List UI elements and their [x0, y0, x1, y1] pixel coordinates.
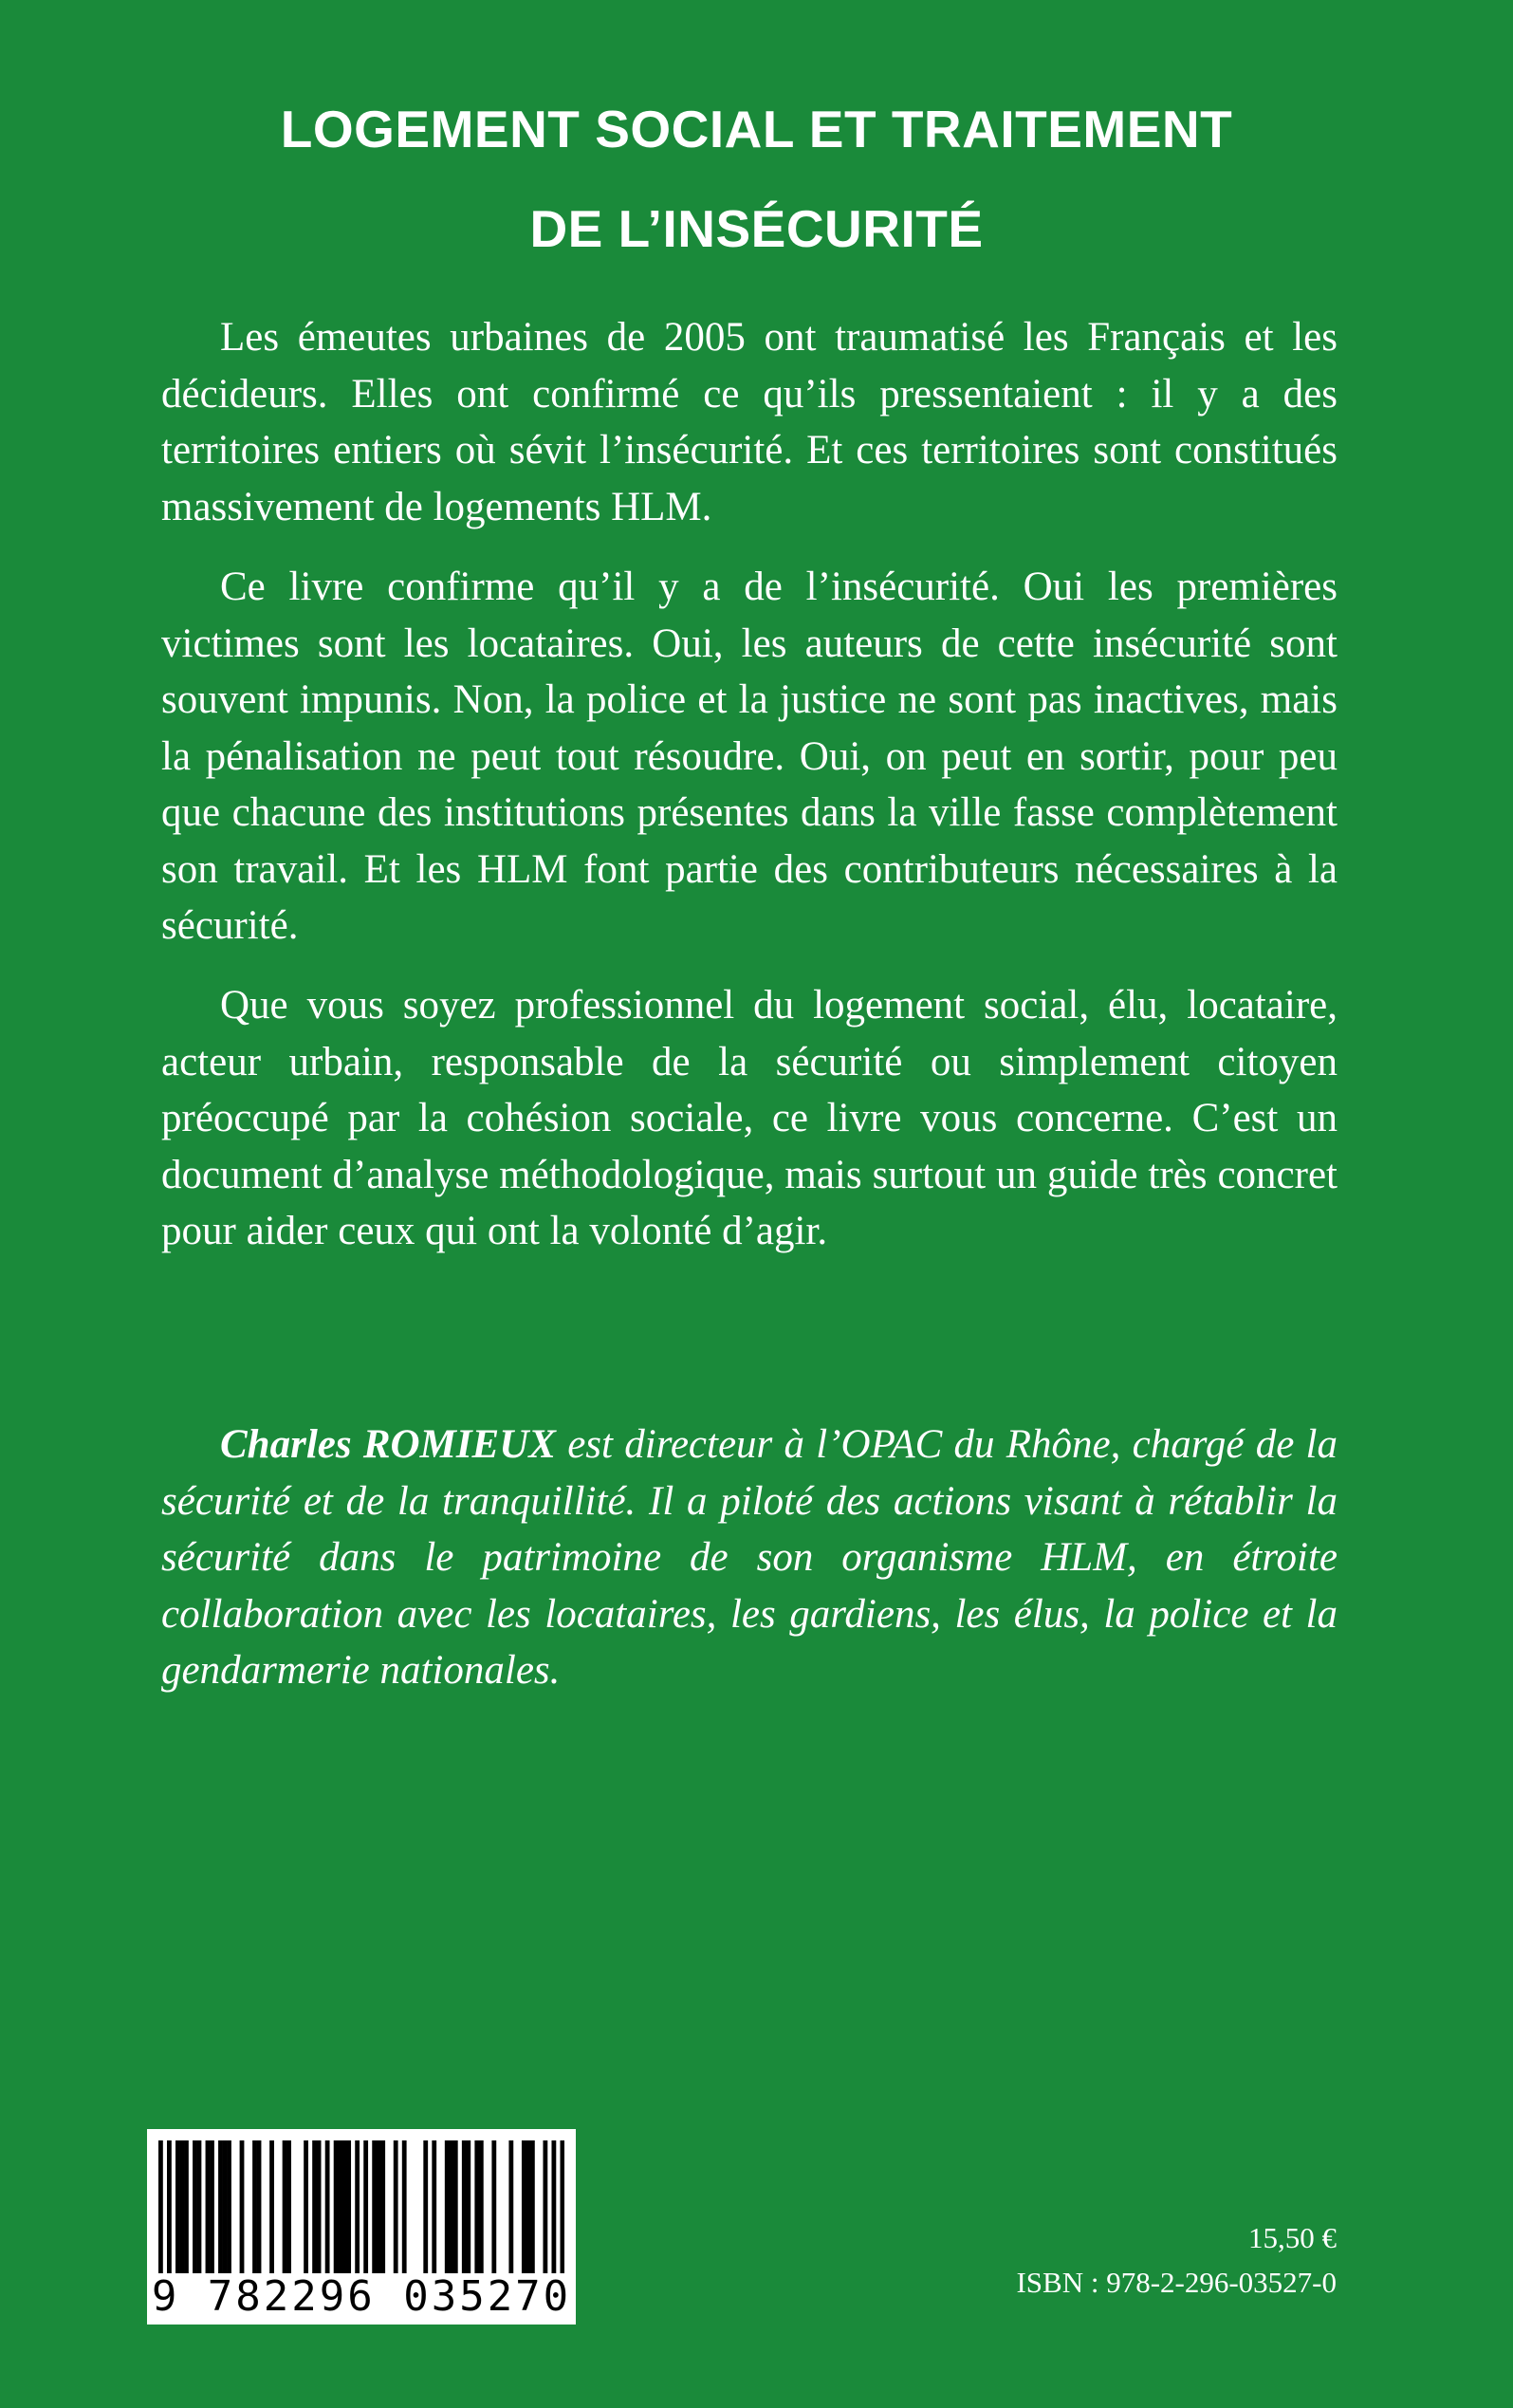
title-line-1: LOGEMENT SOCIAL ET TRAITEMENT — [280, 100, 1233, 158]
barcode-bar — [304, 2140, 308, 2273]
barcode-bar — [180, 2140, 185, 2273]
barcode-bar — [466, 2140, 471, 2273]
barcode-bar — [423, 2140, 428, 2273]
barcode-bar — [218, 2140, 223, 2273]
barcode-bar — [334, 2140, 339, 2273]
barcode-bar — [355, 2140, 360, 2273]
barcode-bar — [526, 2140, 530, 2273]
barcode-bar — [346, 2140, 351, 2273]
barcode-bar — [543, 2140, 547, 2273]
barcode-bar — [453, 2140, 458, 2273]
barcode-bar — [252, 2140, 257, 2273]
barcode-bar — [479, 2140, 484, 2273]
barcode-bar — [551, 2140, 556, 2273]
barcode-bar — [560, 2140, 564, 2273]
barcode-bar — [508, 2140, 513, 2273]
barcode-bar — [445, 2140, 450, 2273]
barcode-bar — [338, 2140, 342, 2273]
barcode-bar — [167, 2140, 172, 2273]
title-line-2: DE L’INSÉCURITÉ — [529, 199, 984, 258]
author-bio — [161, 1417, 1338, 1699]
barcode-bar — [380, 2140, 385, 2273]
barcode-bar — [312, 2140, 317, 2273]
barcode-bar — [197, 2140, 202, 2273]
barcode-bar — [522, 2140, 526, 2273]
barcode-bar — [227, 2140, 231, 2273]
barcode-bar — [491, 2140, 496, 2273]
author-bio-text: est directeur à l’OPAC du Rhône, chargé de la sécurité et de la tranquillité. Il a piloté des actions visant à rétablir la sécurité dans le patrimoine de son organisme HLM, en étroite collaboration avec les locataires, les gardiens, les élus, la police et la gendarmerie nationales. — [161, 1422, 1338, 1693]
barcode-bar — [377, 2140, 381, 2273]
barcode-bar — [363, 2140, 368, 2273]
barcode-bar — [286, 2140, 291, 2273]
author-name: Charles ROMIEUX — [220, 1422, 556, 1467]
barcode-bar — [325, 2140, 330, 2273]
barcode-bar — [257, 2140, 262, 2273]
barcode-bars — [158, 2140, 564, 2273]
paragraph-3: Que vous soyez professionnel du logement social, élu, locataire, acteur urbain, responsable de la sécurité ou simplement citoyen préoccupé par la cohésion sociale, ce livre vous concerne. C’est un document d’analyse méthodologique, mais surtout un guide très concret pour aider ceux qui ont la volonté d’agir. — [161, 983, 1338, 1253]
paragraph-1: Les émeutes urbaines de 2005 ont traumatisé les Français et les décideurs. Elles ont confirmé ce qu’ils pressentaient : il y a des territoires entiers où sévit l’insécurité. Et ces territoires sont constitués massivement de logements HLM. — [161, 315, 1338, 529]
barcode-bar — [269, 2140, 274, 2273]
barcode — [147, 2129, 576, 2325]
price: 15,50 € — [1248, 2221, 1337, 2254]
barcode-bar — [462, 2140, 467, 2273]
barcode-bar — [432, 2140, 436, 2273]
barcode-bar — [193, 2140, 197, 2273]
barcode-bar — [175, 2140, 180, 2273]
isbn: ISBN : 978-2-296-03527-0 — [1016, 2266, 1337, 2299]
barcode-bar — [372, 2140, 377, 2273]
barcode-bar — [342, 2140, 347, 2273]
barcode-bar — [210, 2140, 214, 2273]
barcode-bar — [530, 2140, 535, 2273]
barcode-bar — [240, 2140, 245, 2273]
barcode-bar — [317, 2140, 322, 2273]
barcode-bar — [394, 2140, 398, 2273]
paragraph-2: Ce livre confirme qu’il y a de l’insécurité. Oui les premières victimes sont les locataires. Oui, les auteurs de cette insécurité sont souvent impunis. Non, la police et la justice ne sont pas inactives, mais la pénalisation ne peut tout résoudre. Oui, on peut en sortir, pour peu que chacune des institutions présentes dans la ville fasse complètement son travail. Et les HLM font partie des contributeurs nécessaires à la sécurité. — [161, 565, 1338, 948]
barcode-bar — [283, 2140, 287, 2273]
barcode-bar — [449, 2140, 453, 2273]
barcode-number: 9 782296 035270 — [151, 2272, 572, 2321]
barcode-bar — [158, 2140, 163, 2273]
barcode-bar — [223, 2140, 228, 2273]
barcode-bar — [474, 2140, 479, 2273]
barcode-bar — [206, 2140, 211, 2273]
barcode-bar — [184, 2140, 189, 2273]
barcode-bar — [402, 2140, 407, 2273]
